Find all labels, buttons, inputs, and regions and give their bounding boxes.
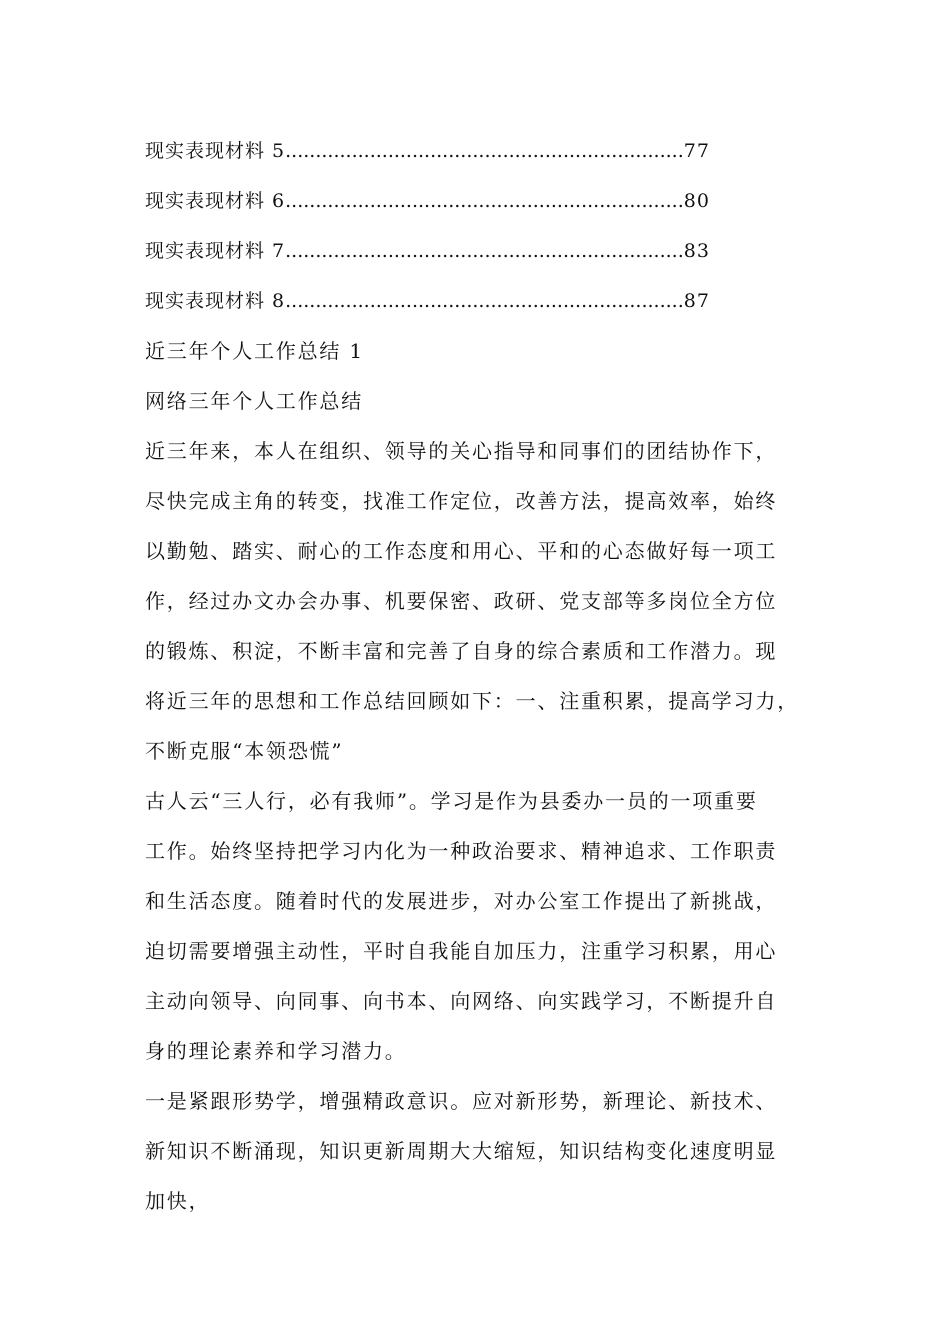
toc-leader-dots: .................................................................. xyxy=(285,240,684,262)
toc-leader-dots: .................................................................. xyxy=(285,190,684,212)
section-title: 近三年个人工作总结 1 xyxy=(145,339,364,363)
text-line: 迫切需要增强主动性，平时自我能自加压力，注重学习积累，用心 xyxy=(145,939,778,963)
text-line: 和生活态度。随着时代的发展进步，对办公室工作提出了新挑战， xyxy=(145,889,778,913)
table-of-contents xyxy=(145,133,710,333)
text-line: 尽快完成主角的转变，找准工作定位，改善方法，提高效率，始终 xyxy=(145,489,778,513)
text-line: 作，经过办文办会办事、机要保密、政研、党支部等多岗位全方位 xyxy=(145,589,778,613)
text-line: 将近三年的思想和工作总结回顾如下：一、注重积累，提高学习力， xyxy=(145,689,799,713)
text-line: 的锻炼、积淀，不断丰富和完善了自身的综合素质和工作潜力。现 xyxy=(145,639,778,663)
document-subtitle: 网络三年个人工作总结 xyxy=(145,389,363,413)
toc-leader-dots: .................................................................. xyxy=(285,140,684,162)
text-line: 身的理论素养和学习潜力。 xyxy=(145,1039,407,1063)
toc-leader-dots: .................................................................. xyxy=(285,290,684,312)
toc-entry-title: 现实表现材料 5 xyxy=(145,140,286,162)
text-line: 以勤勉、踏实、耐心的工作态度和用心、平和的心态做好每一项工 xyxy=(145,539,778,563)
toc-entry[interactable] xyxy=(145,133,710,183)
toc-page-number: 77 xyxy=(683,140,710,162)
toc-entry-title: 现实表现材料 6 xyxy=(145,190,286,212)
text-line: 主动向领导、向同事、向书本、向网络、向实践学习，不断提升自 xyxy=(145,989,778,1013)
document-body xyxy=(145,333,835,1233)
text-line: 加快， xyxy=(145,1189,211,1213)
text-line: 近三年来，本人在组织、领导的关心指导和同事们的团结协作下， xyxy=(145,439,778,463)
toc-entry-title: 现实表现材料 7 xyxy=(145,240,286,262)
toc-page-number: 87 xyxy=(683,290,710,312)
text-line: 不断克服“本领恐慌” xyxy=(145,739,344,763)
text-line: 工作。始终坚持把学习内化为一种政治要求、精神追求、工作职责 xyxy=(145,839,778,863)
toc-page-number: 83 xyxy=(683,240,710,262)
text-line: 一是紧跟形势学，增强精政意识。应对新形势，新理论、新技术、 xyxy=(145,1089,778,1113)
toc-entry-title: 现实表现材料 8 xyxy=(145,290,286,312)
toc-entry[interactable] xyxy=(145,233,710,283)
toc-entry[interactable] xyxy=(145,283,710,333)
toc-entry[interactable] xyxy=(145,183,710,233)
toc-page-number: 80 xyxy=(683,190,710,212)
text-line: 新知识不断涌现，知识更新周期大大缩短，知识结构变化速度明显 xyxy=(145,1139,778,1163)
text-line: 古人云“三人行，必有我师”。学习是作为县委办一员的一项重要 xyxy=(145,789,758,813)
